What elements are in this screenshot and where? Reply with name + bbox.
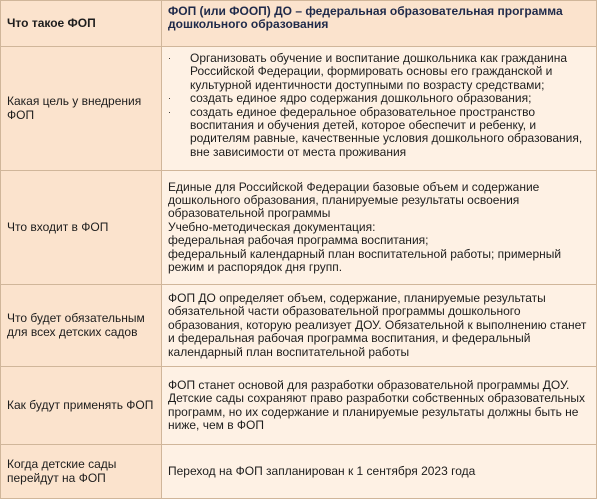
row-label: Как будут применять ФОП — [1, 367, 162, 445]
content-line: Учебно-методическая документация: — [168, 219, 376, 234]
bullet-text: Организовать обучение и воспитание дошкольника как гражданина Российской Федерации, формировать основы его гражданской и культурной идентичности доступными по возрасту средствами; — [190, 51, 568, 92]
row-label: Когда детские сады перейдут на ФОП — [1, 445, 162, 499]
content-line: федеральный календарный план воспитательной работы; примерный режим и распорядок дня групп. — [168, 246, 562, 275]
list-item — [168, 106, 590, 160]
bullet-icon: · — [168, 106, 171, 117]
table-row — [1, 285, 597, 367]
content-line: федеральная рабочая программа воспитания; — [168, 233, 429, 248]
row-content: Переход на ФОП запланирован к 1 сентября 2023 года — [162, 445, 597, 499]
table-row — [1, 47, 597, 171]
row-label: Какая цель у внедрения ФОП — [1, 47, 162, 171]
table-row — [1, 1, 597, 47]
bullet-icon: · — [168, 53, 171, 63]
row-content: ФОП станет основой для разработки образовательной программы ДОУ. Детские сады сохраняют право разработки собственных образовательных программ, но их содержание и планируемые результаты должны быть не ниже, чем в ФОП — [162, 367, 597, 445]
list-item — [168, 52, 590, 92]
content-line: Единые для Российской Федерации базовые объем и содержание дошкольного образования, планируемые результаты освоения образовательной программы — [168, 179, 540, 221]
list-item — [168, 92, 590, 105]
bullet-text: создать единое федеральное образовательное пространство воспитания и обучения детей, которое обеспечит и ребенку, и родителям равные, качественные условия дошкольного образования, вне зависимости от места проживания — [190, 104, 583, 159]
bullet-text: создать единое ядро содержания дошкольного образования; — [190, 91, 532, 106]
row-content — [162, 171, 597, 285]
table-row — [1, 171, 597, 285]
table-row — [1, 367, 597, 445]
bullet-icon: · — [168, 93, 171, 104]
row-label: Что входит в ФОП — [1, 171, 162, 285]
row-label: Что будет обязательным для всех детских садов — [1, 285, 162, 367]
row-content — [162, 47, 597, 171]
row-content: ФОП (или ФООП) ДО – федеральная образовательная программа дошкольного образования — [162, 1, 597, 47]
table-row — [1, 445, 597, 499]
row-content: ФОП ДО определяет объем, содержание, планируемые результаты обязательной части образовательной программы дошкольного образования, которую реализует ДОУ. Обязательной к выполнению станет и федеральная рабочая программа воспитания, и федеральный календарный план воспитательной работы — [162, 285, 597, 367]
row-label: Что такое ФОП — [1, 1, 162, 47]
